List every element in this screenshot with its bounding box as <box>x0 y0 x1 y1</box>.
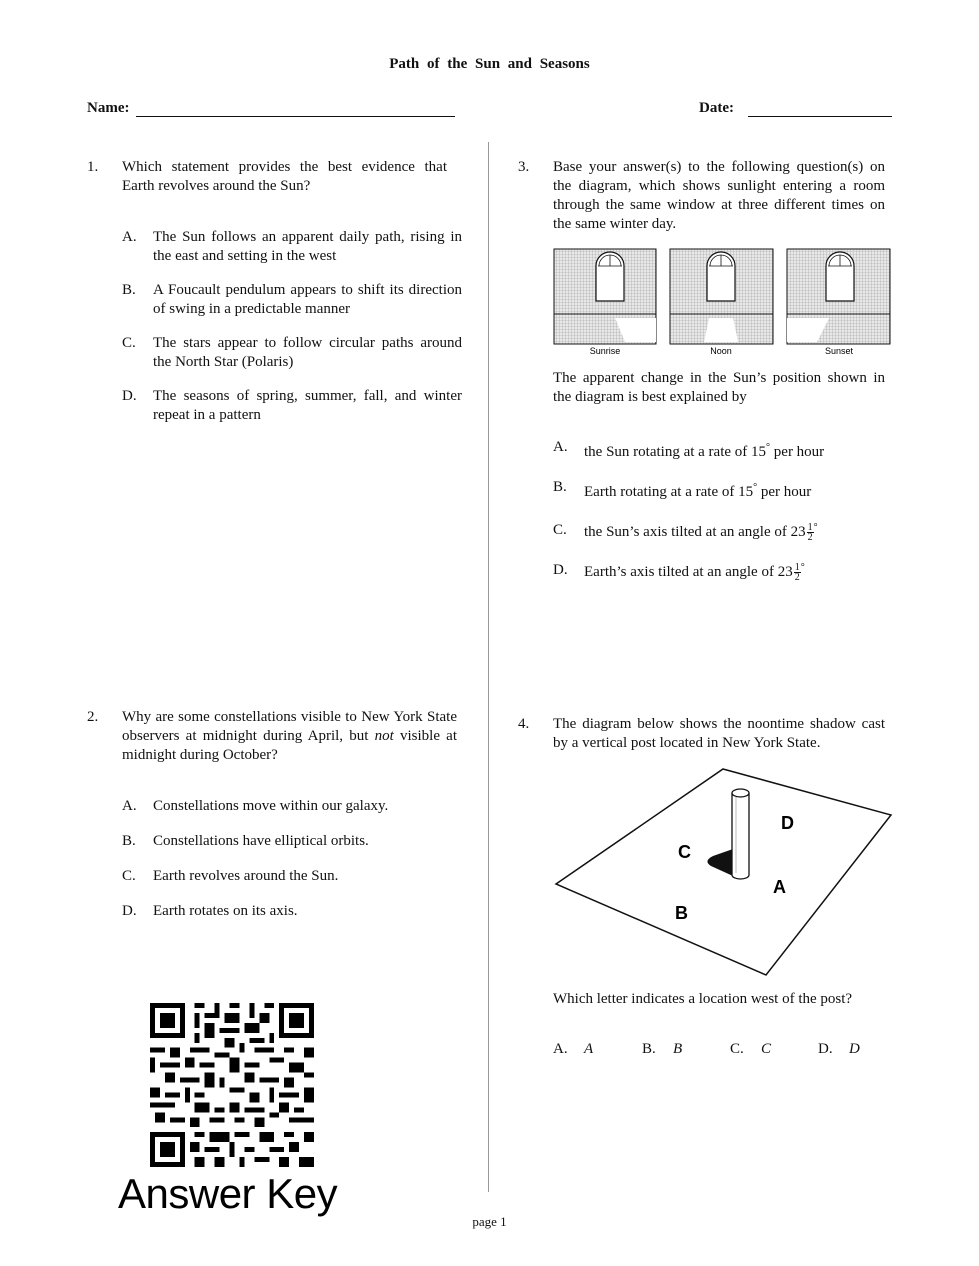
choice-a[interactable]: A. the Sun rotating at a rate of 15° per hour <box>553 439 825 460</box>
choice-b[interactable]: B. B <box>642 1041 683 1057</box>
question-4-choices <box>553 1040 878 1059</box>
date-line[interactable] <box>748 116 892 117</box>
room-noon <box>670 249 773 344</box>
date-label: Date: <box>699 100 734 116</box>
question-number: 3. <box>518 159 530 175</box>
question-4-prompt: Which letter indicates a location west of the post? <box>553 991 853 1007</box>
label-sunset: Sunset <box>824 346 854 356</box>
vertical-post <box>732 793 749 879</box>
ground-plane <box>556 769 891 975</box>
page-title: Path of the Sun and Seasons <box>389 56 590 72</box>
choice-b[interactable]: B. A Foucault pendulum appears to shift its direction of swing in a predictable manner <box>122 282 462 317</box>
question-text: The diagram below shows the noontime shadow cast by a vertical post located in New York State. <box>553 716 885 751</box>
choice-c[interactable]: C. the Sun’s axis tilted at an angle of 23 $\frac{1}{2}$ ° <box>553 521 818 544</box>
choice-d[interactable]: D. Earth rotates on its axis. <box>122 903 298 919</box>
choice-a[interactable]: A. The Sun follows an apparent daily path, rising in the east and setting in the west <box>122 229 462 264</box>
label-sunrise: Sunrise <box>589 346 621 356</box>
page-number: page 1 <box>472 1214 507 1229</box>
label-noon: Noon <box>710 346 732 356</box>
qr-code-icon <box>150 1003 314 1167</box>
question-3-prompt: The apparent change in the Sun’s position shown in the diagram is best explained by <box>553 370 885 405</box>
choice-b[interactable]: B. Earth rotating at a rate of 15° per hour <box>553 479 812 500</box>
question-1 <box>87 158 467 196</box>
question-1-choices <box>122 228 462 425</box>
choice-a[interactable]: A. A <box>553 1041 594 1057</box>
choice-c[interactable]: C. C <box>730 1041 772 1057</box>
question-2 <box>87 708 467 765</box>
label-d: D <box>781 813 794 833</box>
label-b: B <box>675 903 688 923</box>
choice-b[interactable]: B. Constellations have elliptical orbits. <box>122 833 369 849</box>
question-text: Why are some constellations visible to New York State observers at midnight during April, but not visible at midnight during October? <box>122 709 458 763</box>
choice-c[interactable]: C. Earth revolves around the Sun. <box>122 868 339 884</box>
label-c: C <box>678 842 691 862</box>
choice-c[interactable]: C. The stars appear to follow circular paths around the North Star (Polaris) <box>122 335 462 370</box>
question-number: 2. <box>87 709 99 725</box>
question-2-choices <box>122 797 462 921</box>
question-number: 1. <box>87 159 99 175</box>
question-3 <box>518 158 890 234</box>
column-divider <box>488 142 489 1192</box>
question-4 <box>518 715 890 753</box>
choice-d[interactable]: D. Earth’s axis tilted at an angle of 23 $\frac{1}{2}$ ° <box>553 561 805 584</box>
choice-d[interactable]: D. The seasons of spring, summer, fall, and winter repeat in a pattern <box>122 388 462 423</box>
choice-a[interactable]: A. Constellations move within our galaxy. <box>122 798 389 814</box>
question-3-choices <box>553 438 883 582</box>
choice-d[interactable]: D. D <box>818 1041 860 1057</box>
name-line[interactable] <box>136 116 455 117</box>
room-sunset <box>787 249 890 344</box>
label-a: A <box>773 877 786 897</box>
question-text: Base your answer(s) to the following question(s) on the diagram, which shows sunlight entering a room through the same window at three different times on the same winter day. <box>553 159 885 232</box>
room-sunrise <box>554 249 656 344</box>
question-number: 4. <box>518 716 530 732</box>
name-label: Name: <box>87 100 130 116</box>
sunlight-room-diagram <box>553 248 891 358</box>
post-shadow-diagram <box>553 765 893 977</box>
question-text: Which statement provides the best evidence that Earth revolves around the Sun? <box>122 159 447 194</box>
answer-key-label: Answer Key <box>118 1170 338 1217</box>
